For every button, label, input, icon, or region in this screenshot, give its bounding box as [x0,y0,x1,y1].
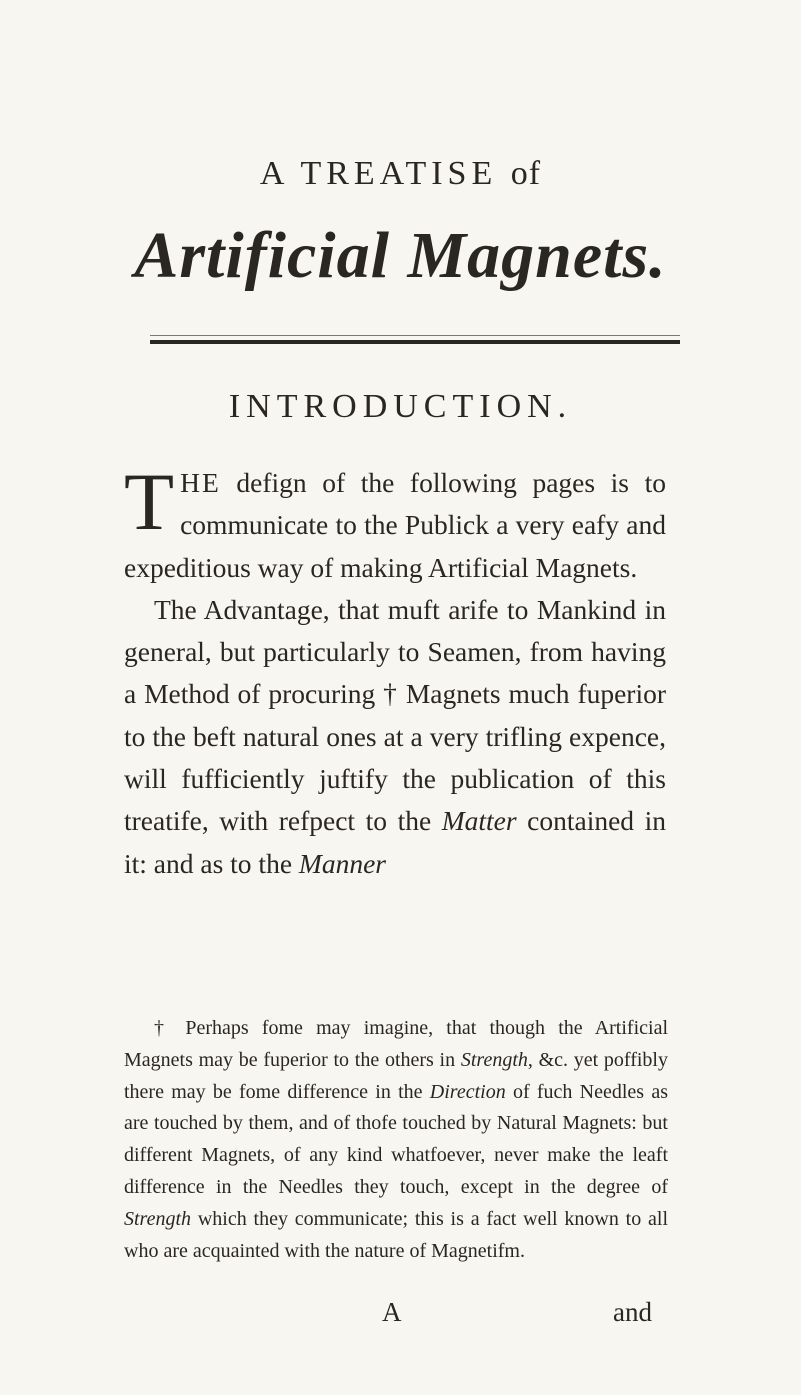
footnote-part1: † Perhaps fome may imagine, that though the Artificial Magnets may be fuperior to the others in [124,1017,668,1071]
footnote-part4: which they communicate; this is a fact well known to all who are acquainted with the nature of Magnetifm. [124,1207,668,1262]
paragraph-1-text: defign of the following pages is to communicate to the Publick a very eafy and expeditious way of making Artificial Magnets. [124,467,666,583]
paragraph-1 [124,456,666,589]
manner-word: Manner [298,847,386,879]
paragraph-1-head: HE [180,467,221,498]
dagger-mark: † [383,678,398,710]
treatise-line: A TREATISE [259,155,498,192]
body-text [124,456,667,885]
catchword: and [613,1297,652,1327]
title-rule [150,340,680,344]
main-title: Artificial Magnets. [134,219,667,292]
paragraph-2-part3: contained in it: and as to the [124,805,666,879]
treatise-heading [0,155,801,193]
title-rule-thin [150,335,680,336]
signature-mark: A [382,1297,402,1327]
drop-cap: T [124,456,175,547]
section-title: INTRODUCTION. [228,388,573,425]
footnote-strength-1: Strength [460,1048,528,1071]
paragraph-2 [124,589,666,885]
footnote-strength-2: Strength [124,1207,192,1230]
footnote-paragraph [124,1013,668,1267]
footnote-direction: Direction [429,1080,506,1103]
footnote-part2: , &c. yet poffibly there may be fome difference in the [124,1048,668,1103]
footnote-part3: of fuch Needles as are touched by them, and of thofe touched by Natural Magnets: but different Magnets, of any kind whatfoever, never make the leaft difference in the Needles they touch, except in the degree of [124,1080,668,1198]
footnote [124,1013,668,1267]
paragraph-2-part1: The Advantage, that muft arife to Mankind in general, but particularly to Seamen, from having a Method of procuring [124,593,666,710]
paragraph-2-part2: Magnets much fuperior to the beft natural ones at a very trifling expence, will fufficiently juftify the publication of this treatife, with refpect to the [124,678,667,837]
treatise-of: of [510,155,542,192]
matter-word: Matter [441,805,517,837]
